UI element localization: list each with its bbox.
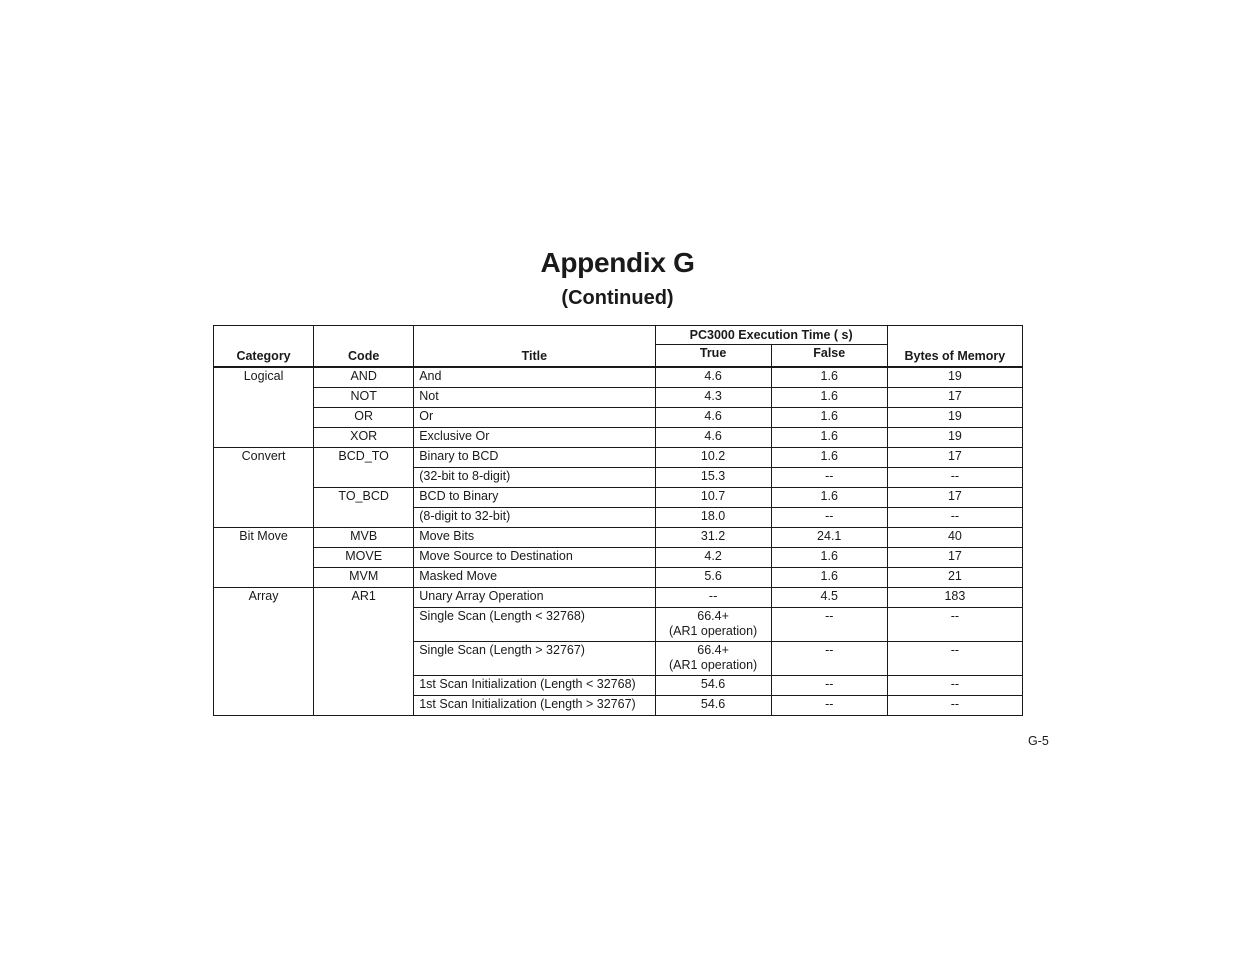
cell-exec-false: -- xyxy=(771,608,887,642)
page-number: G-5 xyxy=(1028,734,1049,748)
cell-exec-false: 1.6 xyxy=(771,367,887,388)
cell-code: OR xyxy=(314,408,414,428)
header-code: Code xyxy=(314,326,414,368)
cell-exec-true xyxy=(655,367,771,388)
cell-title: Masked Move xyxy=(414,568,655,588)
cell-title: Single Scan (Length > 32767) xyxy=(414,642,655,676)
table-row xyxy=(214,568,1023,588)
cell-exec-true xyxy=(655,696,771,716)
cell-code: TO_BCD xyxy=(314,488,414,508)
cell-code xyxy=(314,508,414,528)
cell-bytes-of-memory: -- xyxy=(887,608,1022,642)
cell-exec-true xyxy=(655,448,771,468)
table-row xyxy=(214,608,1023,642)
cell-title: BCD to Binary xyxy=(414,488,655,508)
cell-code xyxy=(314,676,414,696)
exec-true-value: 10.2 xyxy=(700,449,726,463)
table-row xyxy=(214,696,1023,716)
instruction-table xyxy=(213,325,1023,716)
header-bytes-of-memory: Bytes of Memory xyxy=(887,326,1022,368)
exec-true-value: 31.2 xyxy=(700,529,726,543)
table-body xyxy=(214,367,1023,716)
cell-title: (8-digit to 32-bit) xyxy=(414,508,655,528)
table-row xyxy=(214,588,1023,608)
cell-title: Exclusive Or xyxy=(414,428,655,448)
cell-bytes-of-memory: 17 xyxy=(887,388,1022,408)
cell-exec-false: 4.5 xyxy=(771,588,887,608)
cell-category xyxy=(214,508,314,528)
header-title: Title xyxy=(414,326,655,368)
cell-exec-false: 24.1 xyxy=(771,528,887,548)
header-execution-time: PC3000 Execution Time ( s) xyxy=(655,326,887,345)
cell-title: (32-bit to 8-digit) xyxy=(414,468,655,488)
exec-true-value: 4.3 xyxy=(704,389,722,403)
table-row xyxy=(214,508,1023,528)
cell-exec-false: 1.6 xyxy=(771,548,887,568)
cell-exec-false: 1.6 xyxy=(771,408,887,428)
cell-code: MVM xyxy=(314,568,414,588)
table-row xyxy=(214,676,1023,696)
header-false: False xyxy=(771,345,887,368)
cell-bytes-of-memory: 40 xyxy=(887,528,1022,548)
cell-exec-true xyxy=(655,642,771,676)
table-row xyxy=(214,528,1023,548)
cell-code: AR1 xyxy=(314,588,414,608)
exec-true-value: 5.6 xyxy=(704,569,722,583)
cell-exec-true xyxy=(655,588,771,608)
table-header xyxy=(214,326,1023,368)
cell-title: 1st Scan Initialization (Length < 32768) xyxy=(414,676,655,696)
cell-title: 1st Scan Initialization (Length > 32767) xyxy=(414,696,655,716)
table-row xyxy=(214,642,1023,676)
cell-code: XOR xyxy=(314,428,414,448)
cell-title: Not xyxy=(414,388,655,408)
cell-category xyxy=(214,408,314,428)
cell-bytes-of-memory: 183 xyxy=(887,588,1022,608)
cell-bytes-of-memory: 17 xyxy=(887,548,1022,568)
cell-code: MOVE xyxy=(314,548,414,568)
cell-exec-true xyxy=(655,508,771,528)
cell-category xyxy=(214,696,314,716)
header-true: True xyxy=(655,345,771,368)
table-row xyxy=(214,408,1023,428)
cell-code: BCD_TO xyxy=(314,448,414,468)
exec-true-note: (AR1 operation) xyxy=(668,624,758,638)
cell-exec-true xyxy=(655,428,771,448)
cell-category: Logical xyxy=(214,367,314,388)
cell-exec-false: -- xyxy=(771,642,887,676)
cell-exec-true xyxy=(655,408,771,428)
exec-true-value: -- xyxy=(708,589,718,603)
cell-category xyxy=(214,428,314,448)
cell-category xyxy=(214,608,314,642)
exec-true-value: 54.6 xyxy=(700,677,726,691)
cell-title: Unary Array Operation xyxy=(414,588,655,608)
table-row xyxy=(214,388,1023,408)
cell-title: Move Bits xyxy=(414,528,655,548)
exec-true-value: 4.6 xyxy=(704,369,722,383)
cell-title: Or xyxy=(414,408,655,428)
cell-exec-true xyxy=(655,468,771,488)
cell-title: And xyxy=(414,367,655,388)
cell-code xyxy=(314,608,414,642)
cell-title: Binary to BCD xyxy=(414,448,655,468)
exec-true-value: 66.4+ xyxy=(697,609,729,623)
exec-true-value: 10.7 xyxy=(700,489,726,503)
cell-category xyxy=(214,568,314,588)
cell-title: Move Source to Destination xyxy=(414,548,655,568)
cell-exec-true xyxy=(655,608,771,642)
cell-exec-true xyxy=(655,528,771,548)
cell-category xyxy=(214,548,314,568)
table-row xyxy=(214,468,1023,488)
cell-bytes-of-memory: 21 xyxy=(887,568,1022,588)
cell-category xyxy=(214,388,314,408)
cell-bytes-of-memory: -- xyxy=(887,508,1022,528)
cell-exec-false: -- xyxy=(771,696,887,716)
cell-bytes-of-memory: 17 xyxy=(887,448,1022,468)
cell-bytes-of-memory: -- xyxy=(887,676,1022,696)
exec-true-value: 4.2 xyxy=(704,549,722,563)
cell-exec-false: 1.6 xyxy=(771,488,887,508)
cell-exec-false: 1.6 xyxy=(771,568,887,588)
cell-category xyxy=(214,642,314,676)
table-row xyxy=(214,428,1023,448)
cell-category: Array xyxy=(214,588,314,608)
exec-true-value: 66.4+ xyxy=(697,643,729,657)
page-title: Appendix G xyxy=(540,247,695,278)
cell-category: Bit Move xyxy=(214,528,314,548)
cell-code xyxy=(314,696,414,716)
cell-category xyxy=(214,468,314,488)
exec-true-note: (AR1 operation) xyxy=(668,658,758,672)
cell-bytes-of-memory: -- xyxy=(887,468,1022,488)
cell-exec-false: -- xyxy=(771,676,887,696)
cell-exec-true xyxy=(655,548,771,568)
cell-exec-false: 1.6 xyxy=(771,388,887,408)
cell-code: NOT xyxy=(314,388,414,408)
exec-true-value: 54.6 xyxy=(700,697,726,711)
cell-title: Single Scan (Length < 32768) xyxy=(414,608,655,642)
header-category: Category xyxy=(214,326,314,368)
cell-category xyxy=(214,488,314,508)
cell-bytes-of-memory: 17 xyxy=(887,488,1022,508)
cell-exec-false: -- xyxy=(771,508,887,528)
cell-category: Convert xyxy=(214,448,314,468)
cell-exec-true xyxy=(655,388,771,408)
cell-code xyxy=(314,468,414,488)
table-row xyxy=(214,448,1023,468)
table-row xyxy=(214,367,1023,388)
table-row xyxy=(214,548,1023,568)
cell-bytes-of-memory: -- xyxy=(887,696,1022,716)
cell-exec-true xyxy=(655,488,771,508)
cell-exec-false: 1.6 xyxy=(771,448,887,468)
cell-bytes-of-memory: 19 xyxy=(887,428,1022,448)
cell-exec-false: -- xyxy=(771,468,887,488)
cell-code: MVB xyxy=(314,528,414,548)
exec-true-value: 15.3 xyxy=(700,469,726,483)
cell-exec-true xyxy=(655,568,771,588)
exec-true-value: 4.6 xyxy=(704,409,722,423)
cell-bytes-of-memory: 19 xyxy=(887,367,1022,388)
cell-exec-false: 1.6 xyxy=(771,428,887,448)
cell-bytes-of-memory: -- xyxy=(887,642,1022,676)
exec-true-value: 4.6 xyxy=(704,429,722,443)
exec-true-value: 18.0 xyxy=(700,509,726,523)
cell-exec-true xyxy=(655,676,771,696)
table-row xyxy=(214,488,1023,508)
cell-code: AND xyxy=(314,367,414,388)
cell-bytes-of-memory: 19 xyxy=(887,408,1022,428)
page-subtitle: (Continued) xyxy=(561,287,674,309)
cell-code xyxy=(314,642,414,676)
cell-category xyxy=(214,676,314,696)
